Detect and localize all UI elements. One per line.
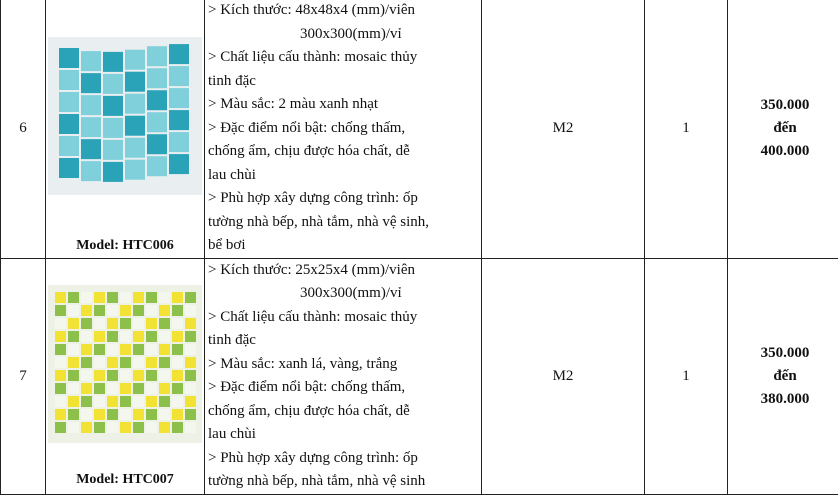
quantity-cell: 1 <box>645 258 728 494</box>
description-line: tường nhà bếp, nhà tắm, nhà vệ sinh, <box>205 211 481 235</box>
model-label: Model: HTC006 <box>46 238 204 254</box>
model-label: Model: HTC007 <box>46 472 204 488</box>
price-separator: đến <box>728 117 838 140</box>
green-yellow-white-mosaic-tile-icon <box>48 285 202 443</box>
description-line: 300x300(mm)/vỉ <box>205 282 481 306</box>
price-max: 380.000 <box>728 388 838 411</box>
price-max: 400.000 <box>728 140 838 163</box>
description-line: > Kích thước: 48x48x4 (mm)/viên <box>205 0 481 23</box>
unit-cell: M2 <box>482 0 645 258</box>
description-line: > Đặc điểm nổi bật: chống thấm, <box>205 117 481 141</box>
table-row <box>1 0 838 258</box>
description-line: chống ẩm, chịu được hóa chất, dễ <box>205 400 481 424</box>
description-line: lau chùi <box>205 423 481 447</box>
description-line: tinh đặc <box>205 329 481 353</box>
price-cell <box>728 258 838 494</box>
blue-glass-mosaic-tile-icon <box>48 37 202 195</box>
price-separator: đến <box>728 365 838 388</box>
description-line: > Đặc điểm nổi bật: chống thấm, <box>205 376 481 400</box>
description-line: > Màu sắc: xanh lá, vàng, trắng <box>205 353 481 377</box>
price-min: 350.000 <box>728 94 838 117</box>
row-index: 7 <box>1 258 46 494</box>
price-min: 350.000 <box>728 342 838 365</box>
price-cell <box>728 0 838 258</box>
description-line: tường nhà bếp, nhà tắm, nhà vệ sinh <box>205 470 481 494</box>
table-row <box>1 258 838 494</box>
unit-cell: M2 <box>482 258 645 494</box>
description-line: > Chất liệu cấu thành: mosaic thủy <box>205 306 481 330</box>
description-cell <box>205 0 482 258</box>
description-line: > Phù hợp xây dựng công trình: ốp <box>205 187 481 211</box>
quantity-cell: 1 <box>645 0 728 258</box>
description-line: > Màu sắc: 2 màu xanh nhạt <box>205 93 481 117</box>
description-line: 300x300(mm)/vỉ <box>205 23 481 47</box>
product-image-cell <box>46 0 205 258</box>
description-line: tinh đặc <box>205 70 481 94</box>
description-line: > Phù hợp xây dựng công trình: ốp <box>205 447 481 471</box>
product-image-cell <box>46 258 205 494</box>
row-index: 6 <box>1 0 46 258</box>
description-line: lau chùi <box>205 164 481 188</box>
description-line: > Chất liệu cấu thành: mosaic thủy <box>205 46 481 70</box>
description-line: bể bơi <box>205 234 481 258</box>
description-cell <box>205 258 482 494</box>
description-line: > Kích thước: 25x25x4 (mm)/viên <box>205 259 481 283</box>
description-line: chống ẩm, chịu được hóa chất, dễ <box>205 140 481 164</box>
